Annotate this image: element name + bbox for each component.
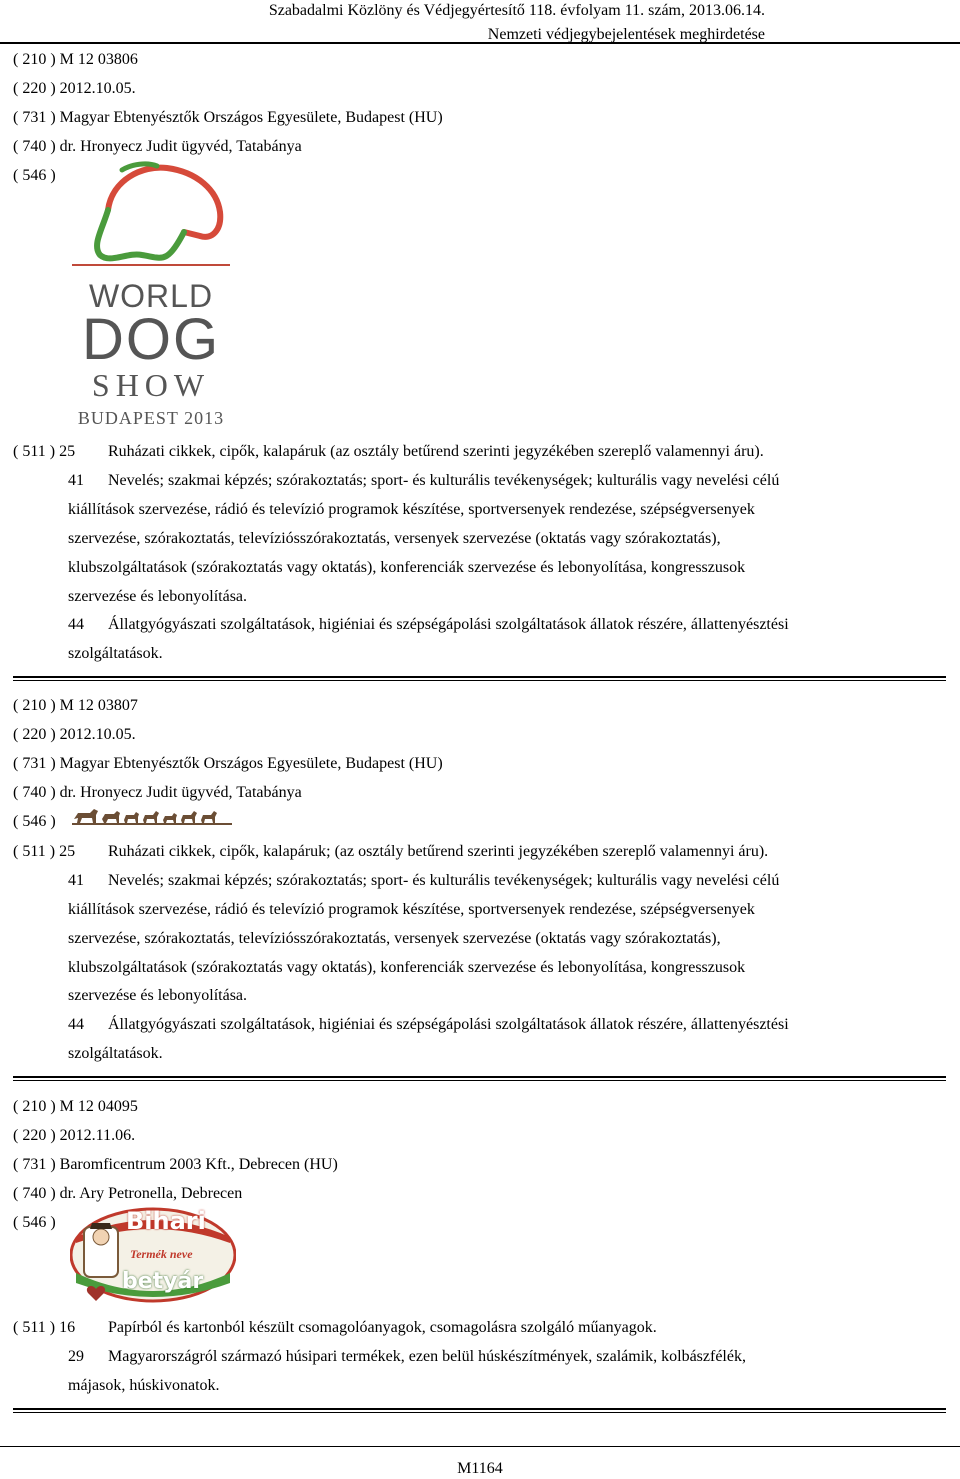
class-text-line: szervezése és lebonyolítása.: [68, 588, 248, 605]
class-text-line: szervezése, szórakoztatás, televíziósszórakoztatás, versenyek szervezése (oktatás vagy szórakoztatás),: [68, 930, 721, 947]
page-number: M1164: [457, 1460, 503, 1477]
class-text-line: klubszolgáltatások (szórakoztatás vagy oktatás), konferenciák szervezése és lebonyolítása, kongresszusok: [68, 559, 746, 576]
world-dog-show-logo: [72, 160, 234, 432]
representative: ( 740 ) dr. Hronyecz Judit ügyvéd, Tatabánya: [13, 138, 302, 155]
goods-class-label: ( 511 ) 25: [13, 443, 76, 460]
bihari-betyar-logo: [70, 1207, 236, 1303]
goods-class-text: Papírból és kartonból készült csomagolóanyagok, csomagolásra szolgáló műanyagok.: [108, 1319, 657, 1336]
class-text-line: klubszolgáltatások (szórakoztatás vagy oktatás), konferenciák szervezése és lebonyolítása, kongresszusok: [68, 959, 746, 976]
mark-label: ( 546 ): [13, 813, 56, 830]
logo-word-dog: DOG: [81, 307, 221, 372]
class-text-line: szolgáltatások.: [68, 645, 163, 662]
applicant: ( 731 ) Magyar Ebtenyésztők Országos Egyesülete, Budapest (HU): [13, 109, 443, 126]
applicant: ( 731 ) Magyar Ebtenyésztők Országos Egyesülete, Budapest (HU): [13, 755, 443, 772]
class-text-line: szervezése és lebonyolítása.: [68, 987, 248, 1004]
class-text-line: Nevelés; szakmai képzés; szórakoztatás; sport- és kulturális tevékenységek; kulturális vagy nevelési célú: [108, 872, 780, 889]
class-code: 44: [68, 1016, 84, 1033]
application-number: ( 210 ) M 12 03807: [13, 697, 138, 714]
footer-rule: [0, 1446, 960, 1447]
class-text-line: kiállítások szervezése, rádió és televízió programok készítése, sportversenyek rendezése, szépségversenyek: [68, 501, 755, 518]
logo-word-budapest: BUDAPEST 2013: [77, 408, 225, 428]
class-code: 29: [68, 1348, 84, 1365]
logo-word-world: WORLD: [88, 278, 214, 314]
application-number: ( 210 ) M 12 03806: [13, 51, 138, 68]
representative: ( 740 ) dr. Ary Petronella, Debrecen: [13, 1185, 243, 1202]
goods-class-text: Ruházati cikkek, cipők, kalapáruk (az osztály betűrend szerinti jegyzékében szereplő valamennyi áru).: [108, 443, 764, 460]
class-text-line: Állatgyógyászati szolgáltatások, higiéniai és szépségápolási szolgáltatások állatok részére, állattenyésztési: [108, 1016, 789, 1033]
representative: ( 740 ) dr. Hronyecz Judit ügyvéd, Tatabánya: [13, 784, 302, 801]
class-text-line: szolgáltatások.: [68, 1045, 163, 1062]
class-code: 41: [68, 872, 84, 889]
header-rule: [0, 42, 960, 44]
goods-class-label: ( 511 ) 16: [13, 1319, 76, 1336]
class-text-line: Állatgyógyászati szolgáltatások, higiéniai és szépségápolási szolgáltatások állatok részére, állattenyésztési: [108, 616, 789, 633]
filing-date: ( 220 ) 2012.10.05.: [13, 80, 136, 97]
entry-separator: [13, 676, 946, 678]
class-text-line: Nevelés; szakmai képzés; szórakoztatás; sport- és kulturális tevékenységek; kulturális vagy nevelési célú: [108, 472, 780, 489]
applicant: ( 731 ) Baromficentrum 2003 Kft., Debrecen (HU): [13, 1156, 338, 1173]
filing-date: ( 220 ) 2012.10.05.: [13, 726, 136, 743]
class-code: 41: [68, 472, 84, 489]
goods-class-label: ( 511 ) 25: [13, 843, 76, 860]
dog-silhouettes-logo: [70, 805, 234, 829]
logo-word-termek-neve: Termék neve: [130, 1247, 193, 1261]
filing-date: ( 220 ) 2012.11.06.: [13, 1127, 136, 1144]
section-header: Nemzeti védjegybejelentések meghirdetése: [487, 26, 765, 43]
class-text-line: szervezése, szórakoztatás, televíziósszórakoztatás, versenyek szervezése (oktatás vagy szórakoztatás),: [68, 530, 721, 547]
logo-word-bihari: Bihari: [126, 1207, 206, 1235]
entry-separator: [13, 1408, 946, 1410]
entry-separator: [13, 1076, 946, 1078]
journal-header: Szabadalmi Közlöny és Védjegyértesítő 118. évfolyam 11. szám, 2013.06.14.: [268, 2, 765, 19]
class-text-line: májasok, húskivonatok.: [68, 1377, 220, 1394]
goods-class-text: Ruházati cikkek, cipők, kalapáruk; (az osztály betűrend szerinti jegyzékében szereplő valamennyi áru).: [108, 843, 769, 860]
class-text-line: kiállítások szervezése, rádió és televízió programok készítése, sportversenyek rendezése, szépségversenyek: [68, 901, 755, 918]
logo-word-betyar: betyár: [122, 1269, 204, 1294]
mark-label: ( 546 ): [13, 167, 56, 184]
application-number: ( 210 ) M 12 04095: [13, 1098, 138, 1115]
logo-word-show: SHOW: [91, 367, 211, 403]
mark-label: ( 546 ): [13, 1214, 56, 1231]
class-code: 44: [68, 616, 84, 633]
dog-silhouettes-icon: [70, 805, 234, 829]
class-text-line: Magyarországról származó húsipari termékek, ezen belül húskészítmények, szalámik, kolbászfélék,: [108, 1348, 746, 1365]
